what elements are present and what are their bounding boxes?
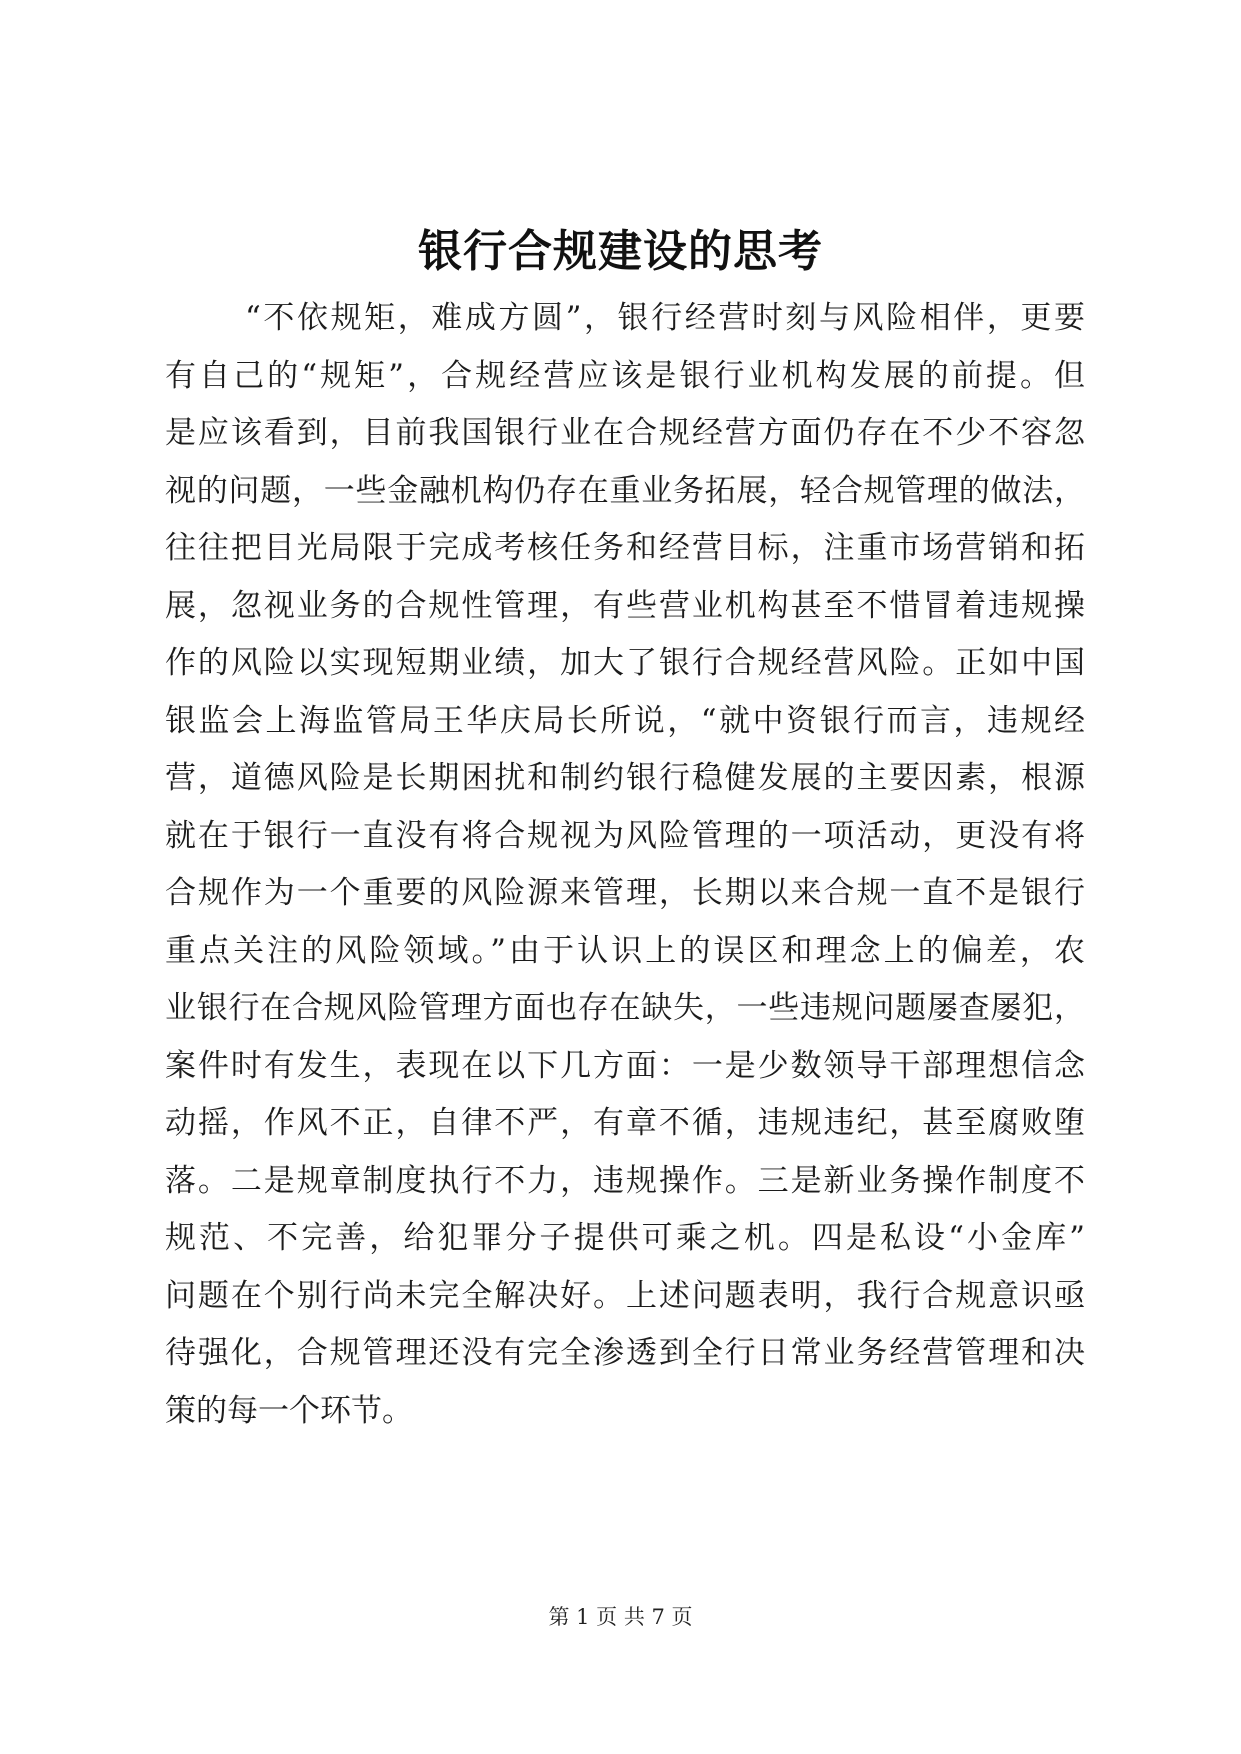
paragraph-line: 策的每一个环节。 [165, 1392, 413, 1429]
paragraph-line: 往往把目光局限于完成考核任务和经营目标，注重市场营销和拓 [165, 530, 1085, 566]
paragraph-line: 营，道德风险是长期困扰和制约银行稳健发展的主要因素，根源 [165, 760, 1085, 796]
paragraph-line: 银监会上海监管局王华庆局长所说，“就中资银行而言，违规经 [165, 702, 1085, 739]
page-number-footer: 第 1 页 共 7 页 [548, 1605, 693, 1629]
paragraph-line: 合规作为一个重要的风险源来管理，长期以来合规一直不是银行 [165, 875, 1085, 911]
paragraph-line: 待强化，合规管理还没有完全渗透到全行日常业务经营管理和决 [165, 1335, 1085, 1371]
paragraph-line: 是应该看到，目前我国银行业在合规经营方面仍存在不少不容忽 [165, 415, 1085, 451]
body-paragraph [165, 290, 1085, 1440]
paragraph-line: 视的问题，一些金融机构仍存在重业务拓展，轻合规管理的做法， [165, 472, 1085, 509]
paragraph-line: 业银行在合规风险管理方面也存在缺失，一些违规问题屡查屡犯， [165, 990, 1085, 1026]
paragraph-line: “不依规矩，难成方圆”，银行经营时刻与风险相伴，更要 [245, 300, 1085, 336]
paragraph-line: 规范、不完善，给犯罪分子提供可乘之机。四是私设“小金库” [165, 1220, 1085, 1256]
paragraph-line: 案件时有发生，表现在以下几方面：一是少数领导干部理想信念 [165, 1047, 1085, 1084]
paragraph-line: 动摇，作风不正，自律不严，有章不循，违规违纪，甚至腐败堕 [165, 1105, 1085, 1141]
paragraph-line: 有自己的“规矩”，合规经营应该是银行业机构发展的前提。但 [165, 357, 1085, 394]
document-title: 银行合规建设的思考 [418, 226, 823, 277]
paragraph-line: 落。二是规章制度执行不力，违规操作。三是新业务操作制度不 [165, 1162, 1085, 1199]
paragraph-line: 展，忽视业务的合规性管理，有些营业机构甚至不惜冒着违规操 [165, 587, 1085, 624]
paragraph-line: 就在于银行一直没有将合规视为风险管理的一项活动，更没有将 [165, 817, 1085, 854]
paragraph-line: 作的风险以实现短期业绩，加大了银行合规经营风险。正如中国 [165, 645, 1085, 681]
paragraph-line: 重点关注的风险领域。”由于认识上的误区和理念上的偏差，农 [165, 932, 1085, 969]
paragraph-line: 问题在个别行尚未完全解决好。上述问题表明，我行合规意识亟 [165, 1277, 1085, 1314]
